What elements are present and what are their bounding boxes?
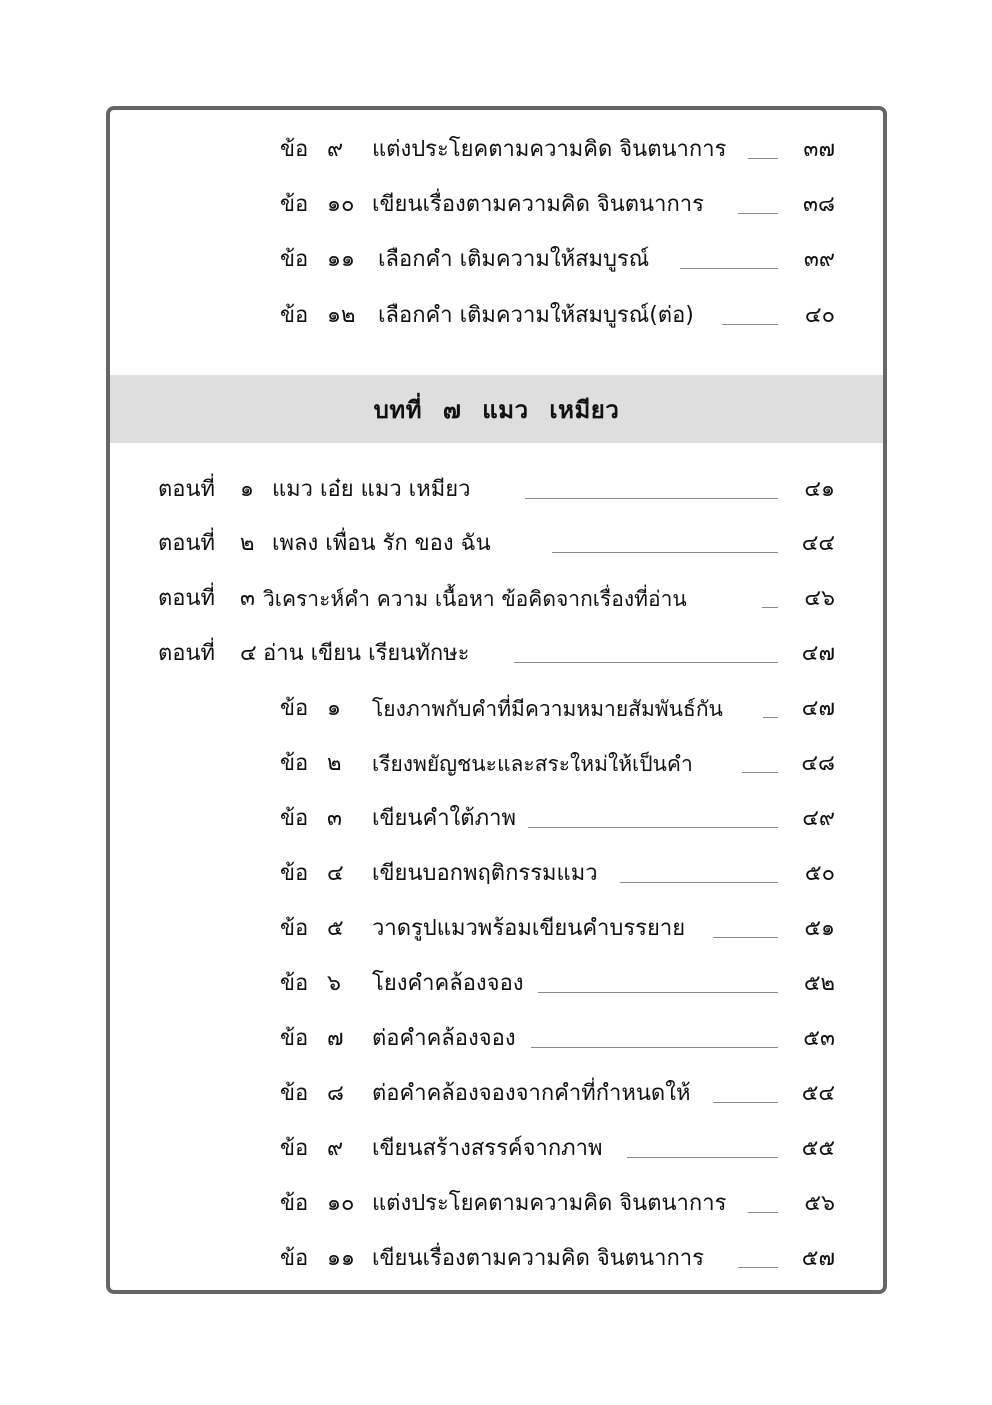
leader-line [620, 882, 778, 883]
entry-label: ข้อ [280, 247, 309, 272]
toc-part-entry[interactable] [0, 634, 992, 674]
leader-line [514, 662, 778, 663]
entry-label: ข้อ [280, 696, 309, 721]
part-label: ตอนที่ [158, 477, 216, 502]
entry-page: ๕๐ [804, 861, 835, 886]
entry-page: ๕๓ [803, 1026, 835, 1051]
entry-label: ข้อ [280, 192, 309, 217]
part-title: แมว เอ๋ย แมว เหมียว [272, 477, 471, 502]
entry-page: ๔๐ [804, 303, 835, 328]
part-number: ๓ [240, 586, 256, 611]
entry-number: ๘ [327, 1081, 344, 1106]
toc-entry[interactable] [0, 909, 992, 949]
entry-label: ข้อ [280, 806, 309, 831]
entry-number: ๗ [327, 1026, 344, 1051]
entry-number: ๑๐ [327, 1191, 355, 1216]
leader-line [538, 992, 778, 993]
entry-label: ข้อ [280, 1191, 309, 1216]
part-label: ตอนที่ [158, 586, 216, 611]
entry-label: ข้อ [280, 303, 309, 328]
entry-number: ๑ [327, 696, 341, 721]
toc-entry[interactable] [0, 1184, 992, 1224]
toc-entry[interactable] [0, 1019, 992, 1059]
toc-entry[interactable] [0, 296, 992, 336]
entry-page: ๓๙ [803, 247, 835, 272]
entry-page: ๓๗ [803, 137, 835, 162]
entry-number: ๖ [327, 971, 341, 996]
entry-page: ๕๔ [801, 1081, 835, 1106]
entry-label: ข้อ [280, 751, 309, 776]
entry-number: ๓ [327, 806, 343, 831]
part-title: อ่าน เขียน เรียนทักษะ [263, 641, 470, 666]
chapter-heading-band [110, 375, 883, 443]
entry-page: ๕๒ [803, 971, 835, 996]
entry-title: โยงภาพกับคำที่มีความหมายสัมพันธ์กัน [372, 697, 723, 721]
toc-part-entry[interactable] [0, 579, 992, 619]
entry-page: ๔๙ [802, 806, 835, 831]
toc-entry[interactable] [0, 185, 992, 225]
part-title: วิเคราะห์คำ ความ เนื้อหา ข้อคิดจากเรื่องที่อ่าน [263, 587, 687, 611]
entry-number: ๑๒ [327, 303, 356, 328]
entry-title: เลือกคำ เติมความให้สมบูรณ์(ต่อ) [378, 303, 694, 328]
part-page: ๔๔ [801, 531, 835, 556]
part-label: ตอนที่ [158, 641, 216, 666]
toc-entry[interactable] [0, 1129, 992, 1169]
entry-title: วาดรูปแมวพร้อมเขียนคำบรรยาย [372, 916, 686, 941]
toc-entry[interactable] [0, 1074, 992, 1114]
entry-label: ข้อ [280, 861, 309, 886]
part-number: ๔ [240, 641, 257, 666]
entry-number: ๔ [327, 861, 344, 886]
entry-title: เขียนเรื่องตามความคิด จินตนาการ [372, 192, 704, 217]
entry-title: เลือกคำ เติมความให้สมบูรณ์ [378, 247, 650, 272]
entry-title: ต่อคำคล้องจอง [372, 1026, 516, 1051]
entry-label: ข้อ [280, 1136, 309, 1161]
entry-number: ๑๑ [327, 247, 355, 272]
entry-number: ๙ [327, 137, 344, 162]
entry-title: เขียนเรื่องตามความคิด จินตนาการ [372, 1246, 704, 1271]
part-number: ๒ [240, 531, 255, 556]
entry-label: ข้อ [280, 1081, 309, 1106]
entry-label: ข้อ [280, 1246, 309, 1271]
leader-line [528, 827, 778, 828]
entry-number: ๑๑ [327, 1246, 355, 1271]
entry-title: ต่อคำคล้องจองจากคำที่กำหนดให้ [372, 1081, 691, 1106]
entry-title: เขียนคำใต้ภาพ [372, 806, 516, 831]
toc-entry[interactable] [0, 964, 992, 1004]
entry-label: ข้อ [280, 137, 309, 162]
leader-line [525, 498, 778, 499]
entry-label: ข้อ [280, 971, 309, 996]
chapter-title: บทที่ ๗ แมว เหมียว [373, 395, 620, 424]
leader-line [680, 268, 778, 269]
toc-entry[interactable] [0, 689, 992, 729]
entry-number: ๕ [327, 916, 344, 941]
part-page: ๔๑ [804, 477, 835, 502]
part-number: ๑ [240, 477, 254, 502]
entry-page: ๓๘ [802, 192, 835, 217]
entry-page: ๕๑ [804, 916, 835, 941]
entry-label: ข้อ [280, 1026, 309, 1051]
toc-entry[interactable] [0, 130, 992, 170]
part-page: ๔๗ [801, 641, 835, 666]
entry-title: โยงคำคล้องจอง [372, 971, 524, 996]
toc-entry[interactable] [0, 240, 992, 280]
entry-title: เขียนสร้างสรรค์จากภาพ [372, 1136, 603, 1161]
entry-title: เขียนบอกพฤติกรรมแมว [372, 861, 598, 886]
entry-label: ข้อ [280, 916, 309, 941]
entry-page: ๔๗ [801, 696, 835, 721]
part-page: ๔๖ [804, 586, 835, 611]
leader-line [531, 1047, 778, 1048]
entry-number: ๙ [327, 1136, 344, 1161]
entry-page: ๕๕ [801, 1136, 835, 1161]
part-title: เพลง เพื่อน รัก ของ ฉัน [272, 531, 491, 556]
entry-title: เรียงพยัญชนะและสระใหม่ให้เป็นคำ [372, 752, 693, 776]
toc-entry[interactable] [0, 799, 992, 839]
entry-number: ๒ [327, 751, 342, 776]
toc-entry[interactable] [0, 854, 992, 894]
leader-line [552, 552, 778, 553]
entry-title: แต่งประโยคตามความคิด จินตนาการ [372, 137, 727, 162]
entry-page: ๕๖ [804, 1191, 835, 1216]
toc-entry[interactable] [0, 1239, 992, 1279]
toc-part-entry[interactable] [0, 470, 992, 510]
toc-part-entry[interactable] [0, 524, 992, 564]
leader-line [627, 1157, 778, 1158]
toc-entry[interactable] [0, 744, 992, 784]
entry-number: ๑๐ [327, 192, 355, 217]
entry-title: แต่งประโยคตามความคิด จินตนาการ [372, 1191, 727, 1216]
entry-page: ๕๗ [801, 1246, 835, 1271]
entry-page: ๔๘ [801, 751, 835, 776]
part-label: ตอนที่ [158, 531, 216, 556]
